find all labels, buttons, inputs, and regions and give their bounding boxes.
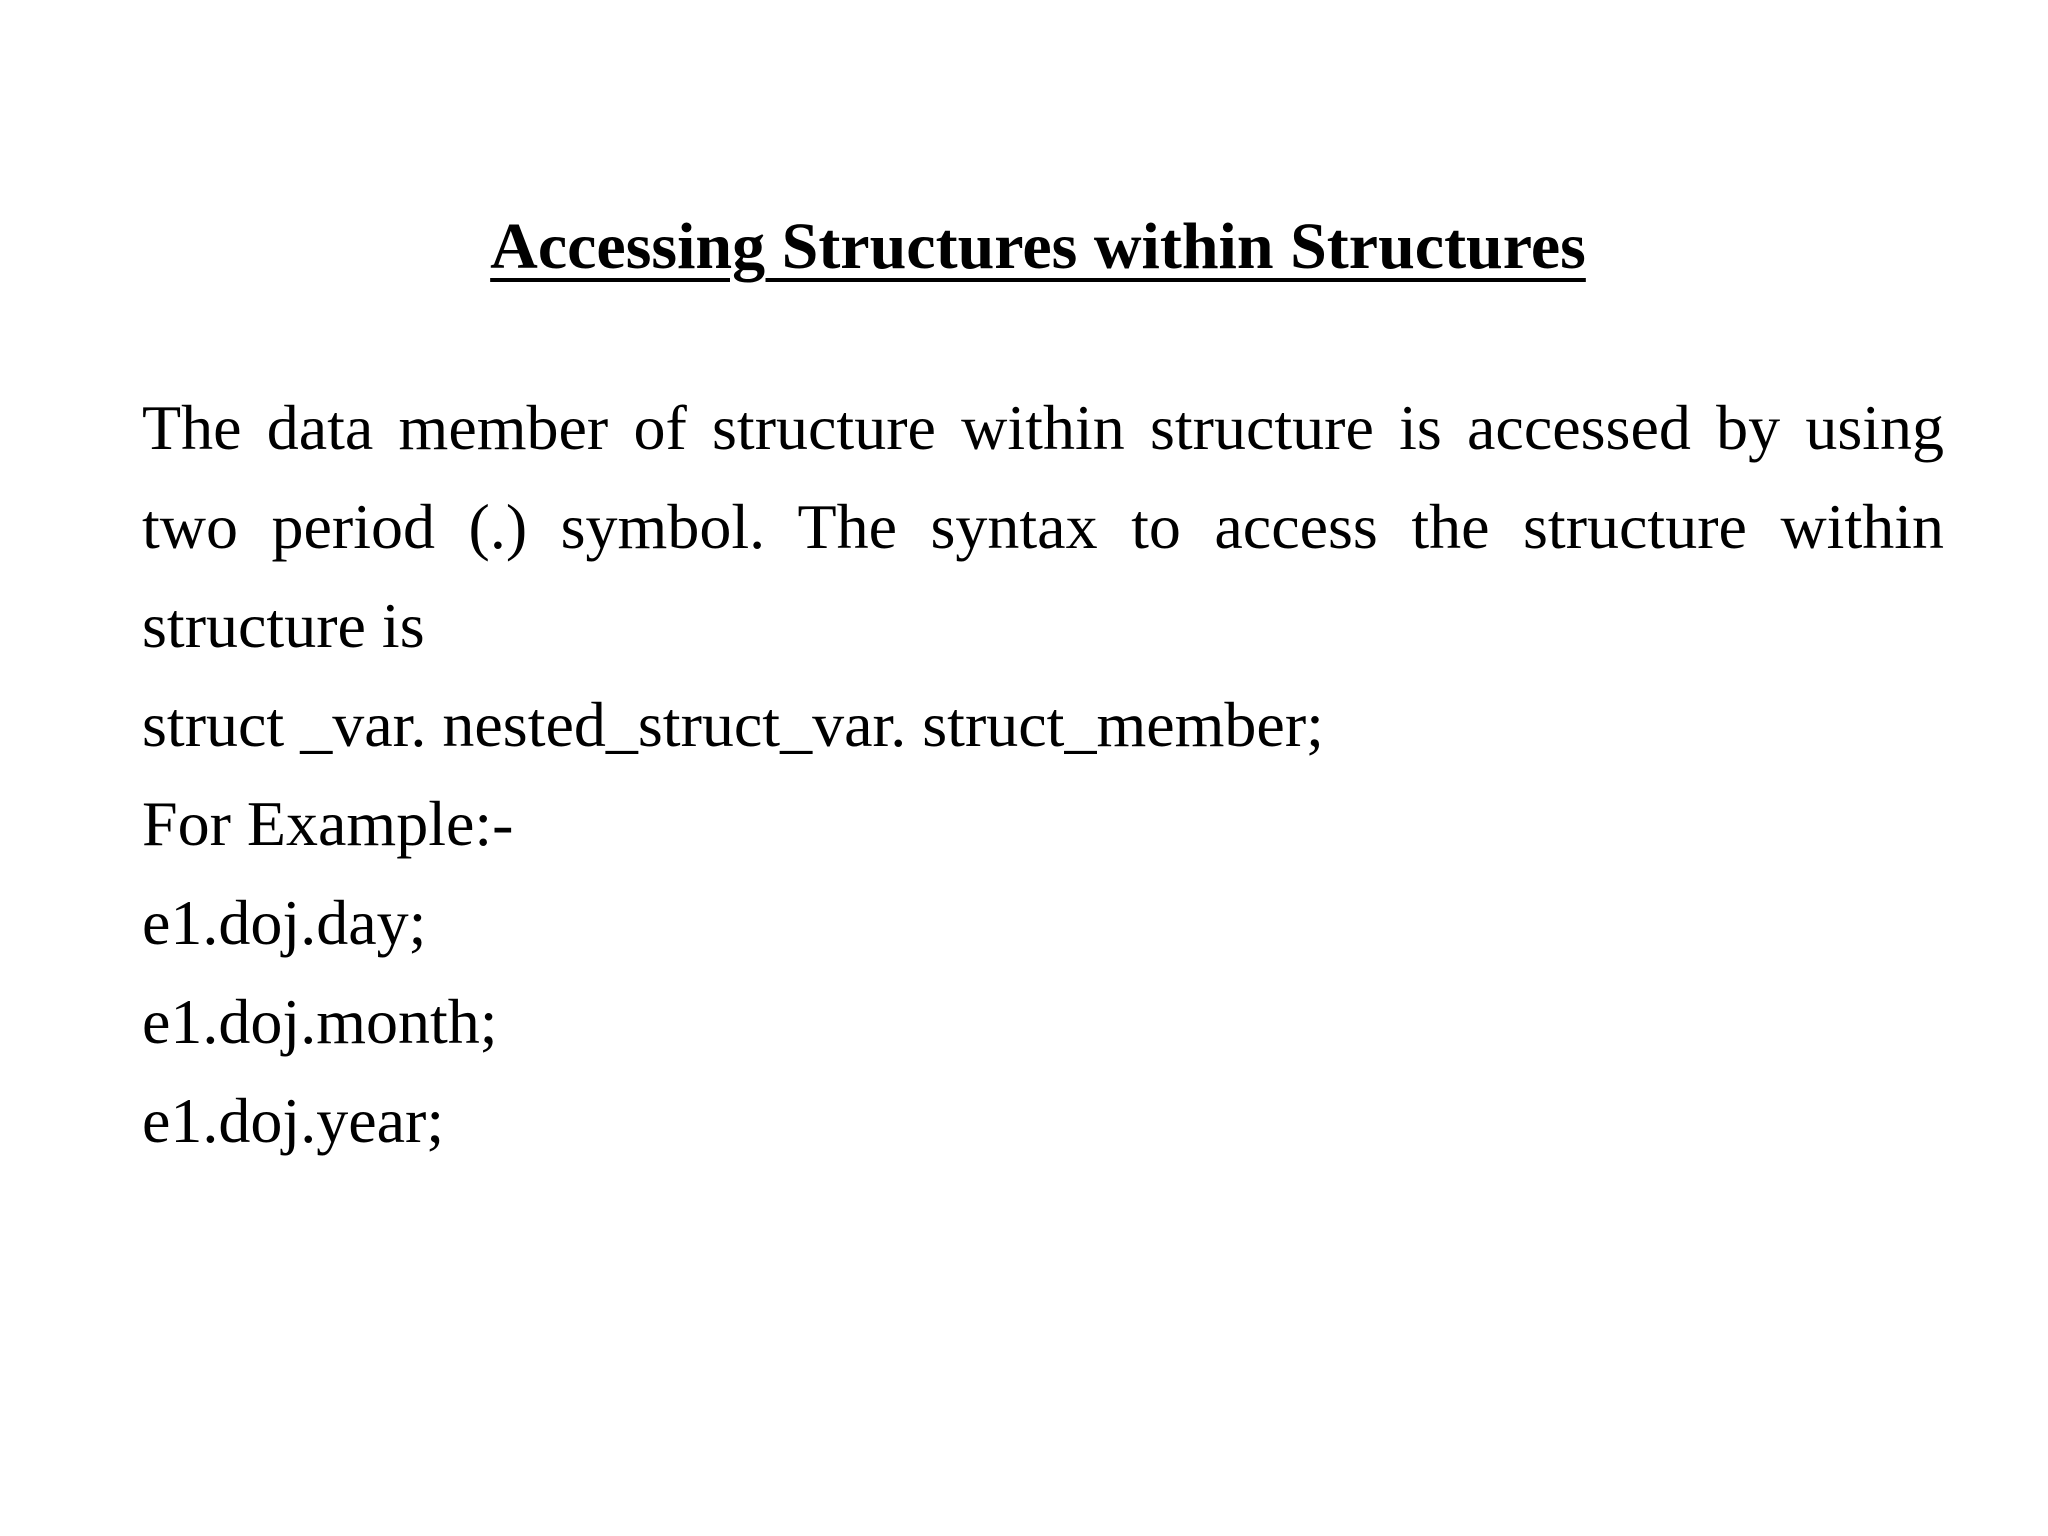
description-paragraph: The data member of structure within structure is accessed by using two period (.) symbol. The syntax to access the structure within structure is (142, 392, 1944, 661)
example-line-day: e1.doj.day; (142, 887, 427, 958)
page-title: Accessing Structures within Structures (490, 210, 1586, 283)
example-label: For Example:- (142, 788, 514, 859)
body-text (142, 378, 1944, 1170)
syntax-line: struct _var. nested_struct_var. struct_member; (142, 689, 1324, 760)
example-line-month: e1.doj.month; (142, 986, 498, 1057)
example-line-year: e1.doj.year; (142, 1085, 445, 1156)
